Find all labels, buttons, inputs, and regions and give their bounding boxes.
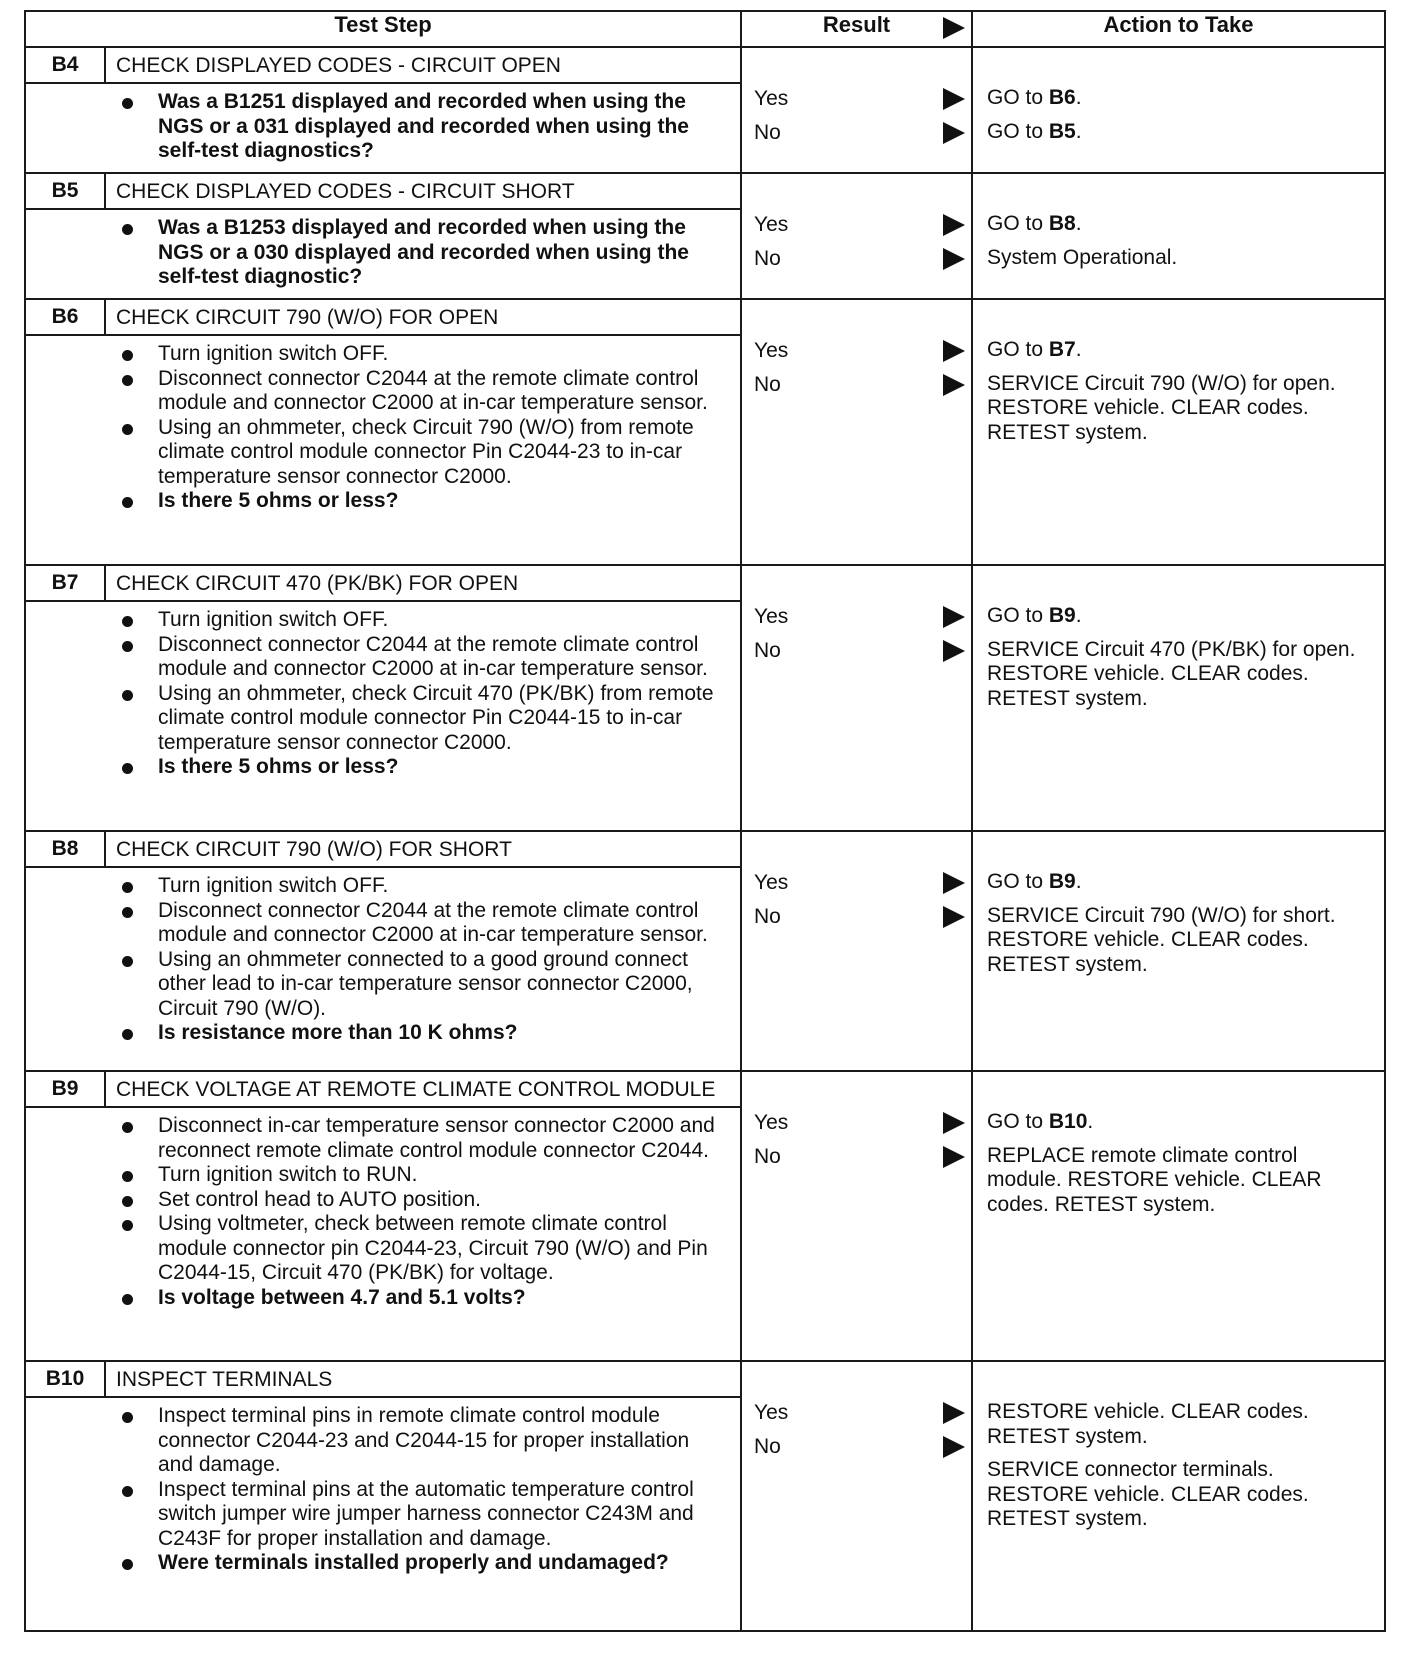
step-title-row (25, 565, 1385, 601)
procedure-list (26, 874, 730, 1046)
procedure-step: Turn ignition switch to RUN. (26, 1163, 730, 1188)
goto-step-ref: B5 (1048, 119, 1076, 143)
procedure-question: Was a B1251 displayed and recorded when using the NGS or a 031 displayed and recorded when using the self-test diagnostics? (26, 90, 730, 164)
step-procedure (25, 867, 741, 1071)
goto-step-ref: B7 (1048, 338, 1076, 361)
action-yes (973, 1396, 1384, 1454)
step-actions (972, 1071, 1385, 1361)
arrow-right-icon (943, 122, 965, 144)
result-label: No (754, 373, 781, 396)
arrow-right-icon (943, 1112, 965, 1134)
step-procedure (25, 83, 741, 173)
step-procedure (25, 1397, 741, 1631)
step-results (741, 173, 972, 299)
step-actions (972, 47, 1385, 173)
procedure-question: Was a B1253 displayed and recorded when using the NGS or a 030 displayed and recorded when using the self-test diagnostic? (26, 216, 730, 290)
action-no (973, 634, 1384, 717)
action-text: GO to (987, 338, 1049, 361)
action-suffix: . (1075, 338, 1082, 361)
procedure-step: Disconnect connector C2044 at the remote climate control module and connector C2000 at in-car temperature sensor. (26, 899, 730, 948)
procedure-step: Turn ignition switch OFF. (26, 342, 730, 367)
procedure-question: Is there 5 ohms or less? (26, 755, 730, 780)
procedure-list (26, 1404, 730, 1576)
procedure-step: Inspect terminal pins in remote climate control module connector C2044-23 and C2044-15 for proper installation and damage. (26, 1404, 730, 1478)
table-header-row (25, 11, 1385, 47)
step-title-row (25, 299, 1385, 335)
action-yes (973, 334, 1384, 368)
result-label: Yes (754, 87, 789, 110)
step-results (741, 1071, 972, 1361)
action-yes (973, 208, 1384, 242)
arrow-right-icon (943, 88, 965, 110)
action-suffix: . (1087, 1110, 1094, 1133)
step-procedure (25, 601, 741, 831)
result-no (742, 116, 971, 150)
result-label: Yes (754, 605, 789, 628)
action-no (973, 242, 1384, 276)
goto-step-ref: B6 (1048, 86, 1076, 109)
action-yes (973, 82, 1384, 116)
procedure-question: Is voltage between 4.7 and 5.1 volts? (26, 1286, 730, 1311)
action-yes (973, 866, 1384, 900)
procedure-step: Disconnect in-car temperature sensor connector C2000 and reconnect remote climate control module connector C2044. (26, 1114, 730, 1163)
steps-body (25, 47, 1385, 1631)
result-yes (742, 600, 971, 634)
action-text: SERVICE connector terminals. RESTORE vehicle. CLEAR codes. RETEST system. (987, 1458, 1309, 1530)
arrow-right-icon (943, 906, 965, 928)
step-id: B9 (25, 1071, 105, 1107)
step-title: CHECK CIRCUIT 790 (W/O) FOR SHORT (105, 831, 741, 867)
action-text: GO to (987, 86, 1049, 109)
result-yes (742, 82, 971, 116)
arrow-right-icon (943, 214, 965, 236)
header-result (741, 11, 972, 47)
action-text: GO to (987, 119, 1049, 143)
result-label: No (754, 1435, 781, 1458)
step-procedure (25, 335, 741, 565)
result-label: Yes (754, 1401, 789, 1424)
action-suffix: . (1075, 86, 1082, 109)
step-title: CHECK CIRCUIT 470 (PK/BK) FOR OPEN (105, 565, 741, 601)
arrow-right-icon (943, 340, 965, 362)
goto-step-ref: B9 (1048, 604, 1076, 627)
action-no (973, 116, 1384, 150)
arrow-right-icon (943, 1402, 965, 1424)
result-label: No (754, 639, 781, 662)
step-id: B8 (25, 831, 105, 867)
action-suffix: . (1075, 119, 1082, 143)
step-title: INSPECT TERMINALS (105, 1361, 741, 1397)
action-no (973, 368, 1384, 451)
step-results (741, 1361, 972, 1631)
diagnostic-page (24, 10, 1384, 1632)
action-no (973, 900, 1384, 983)
arrow-right-icon (943, 1436, 965, 1458)
action-text: RESTORE vehicle. CLEAR codes. RETEST system. (987, 1400, 1309, 1448)
result-no (742, 368, 971, 402)
procedure-step: Using an ohmmeter connected to a good ground connect other lead to in-car temperature sensor connector C2000, Circuit 790 (W/O). (26, 948, 730, 1022)
action-no (973, 1140, 1384, 1223)
header-test-step: Test Step (25, 11, 741, 47)
step-actions (972, 1361, 1385, 1631)
procedure-list (26, 1114, 730, 1310)
result-label: No (754, 247, 781, 270)
action-yes (973, 1106, 1384, 1140)
step-id: B10 (25, 1361, 105, 1397)
step-title: CHECK DISPLAYED CODES - CIRCUIT OPEN (105, 47, 741, 83)
procedure-step: Using an ohmmeter, check Circuit 470 (PK/BK) from remote climate control module connector Pin C2044-15 to in-car temperature sensor connector C2000. (26, 682, 730, 756)
action-text: SERVICE Circuit 790 (W/O) for open. RESTORE vehicle. CLEAR codes. RETEST system. (987, 371, 1336, 444)
action-suffix: . (1075, 604, 1082, 627)
result-label: No (754, 121, 781, 144)
result-label: Yes (754, 1111, 789, 1134)
procedure-step: Using voltmeter, check between remote climate control module connector pin C2044-23, Circuit 790 (W/O) and Pin C2044-15, Circuit 470 (PK/BK) for voltage. (26, 1212, 730, 1286)
result-no (742, 634, 971, 668)
step-results (741, 299, 972, 565)
arrow-right-icon (943, 1146, 965, 1168)
arrow-right-icon (943, 606, 965, 628)
procedure-list (26, 216, 730, 290)
procedure-step: Inspect terminal pins at the automatic temperature control switch jumper wire jumper harness connector C243M and C243F for proper installation and damage. (26, 1478, 730, 1552)
step-title-row (25, 1071, 1385, 1107)
procedure-question: Is resistance more than 10 K ohms? (26, 1021, 730, 1046)
action-text: GO to (987, 870, 1049, 893)
step-actions (972, 299, 1385, 565)
step-id: B4 (25, 47, 105, 83)
result-label: Yes (754, 871, 789, 894)
procedure-step: Disconnect connector C2044 at the remote climate control module and connector C2000 at in-car temperature sensor. (26, 633, 730, 682)
action-suffix: . (1075, 212, 1082, 235)
step-procedure (25, 1107, 741, 1361)
step-id: B6 (25, 299, 105, 335)
action-suffix: . (1075, 870, 1082, 893)
procedure-step: Using an ohmmeter, check Circuit 790 (W/O) from remote climate control module connector Pin C2044-23 to in-car temperature sensor connector C2000. (26, 416, 730, 490)
arrow-right-icon (943, 872, 965, 894)
action-no (973, 1454, 1384, 1537)
result-label: Yes (754, 339, 789, 362)
procedure-question: Were terminals installed properly and undamaged? (26, 1551, 730, 1576)
result-no (742, 242, 971, 276)
step-actions (972, 831, 1385, 1071)
procedure-question: Is there 5 ohms or less? (26, 489, 730, 514)
arrow-right-icon (943, 248, 965, 270)
step-procedure (25, 209, 741, 299)
procedure-list (26, 342, 730, 514)
result-label: Yes (754, 213, 789, 236)
result-no (742, 1140, 971, 1174)
procedure-list (26, 608, 730, 780)
goto-step-ref: B8 (1048, 212, 1076, 235)
procedure-step: Turn ignition switch OFF. (26, 874, 730, 899)
action-text: System Operational. (987, 245, 1178, 269)
step-id: B7 (25, 565, 105, 601)
arrow-right-icon (943, 640, 965, 662)
step-title-row (25, 173, 1385, 209)
action-text: GO to (987, 604, 1049, 627)
procedure-step: Set control head to AUTO position. (26, 1188, 730, 1213)
step-title-row (25, 831, 1385, 867)
goto-step-ref: B9 (1048, 870, 1076, 893)
step-actions (972, 173, 1385, 299)
result-yes (742, 866, 971, 900)
pinpoint-test-table (24, 10, 1386, 1632)
arrow-right-icon (943, 17, 965, 39)
step-results (741, 831, 972, 1071)
arrow-right-icon (943, 374, 965, 396)
step-results (741, 47, 972, 173)
action-text: SERVICE Circuit 790 (W/O) for short. RESTORE vehicle. CLEAR codes. RETEST system. (987, 903, 1336, 976)
step-id: B5 (25, 173, 105, 209)
procedure-step: Turn ignition switch OFF. (26, 608, 730, 633)
header-result-label: Result (822, 12, 891, 37)
action-yes (973, 600, 1384, 634)
step-title: CHECK CIRCUIT 790 (W/O) FOR OPEN (105, 299, 741, 335)
step-title-row (25, 1361, 1385, 1397)
step-actions (972, 565, 1385, 831)
action-text: REPLACE remote climate control module. RESTORE vehicle. CLEAR codes. RETEST system. (987, 1143, 1322, 1216)
procedure-list (26, 90, 730, 164)
step-title: CHECK DISPLAYED CODES - CIRCUIT SHORT (105, 173, 741, 209)
step-title: CHECK VOLTAGE AT REMOTE CLIMATE CONTROL MODULE (105, 1071, 741, 1107)
result-no (742, 900, 971, 934)
result-yes (742, 1396, 971, 1430)
action-text: GO to (987, 1110, 1049, 1133)
result-label: No (754, 905, 781, 928)
procedure-step: Disconnect connector C2044 at the remote climate control module and connector C2000 at in-car temperature sensor. (26, 367, 730, 416)
result-yes (742, 1106, 971, 1140)
step-title-row (25, 47, 1385, 83)
goto-step-ref: B10 (1048, 1110, 1088, 1133)
action-text: SERVICE Circuit 470 (PK/BK) for open. RESTORE vehicle. CLEAR codes. RETEST system. (987, 637, 1356, 710)
action-text: GO to (987, 212, 1049, 235)
result-label: No (754, 1145, 781, 1168)
step-results (741, 565, 972, 831)
result-no (742, 1430, 971, 1464)
result-yes (742, 208, 971, 242)
result-yes (742, 334, 971, 368)
header-action: Action to Take (972, 11, 1385, 47)
